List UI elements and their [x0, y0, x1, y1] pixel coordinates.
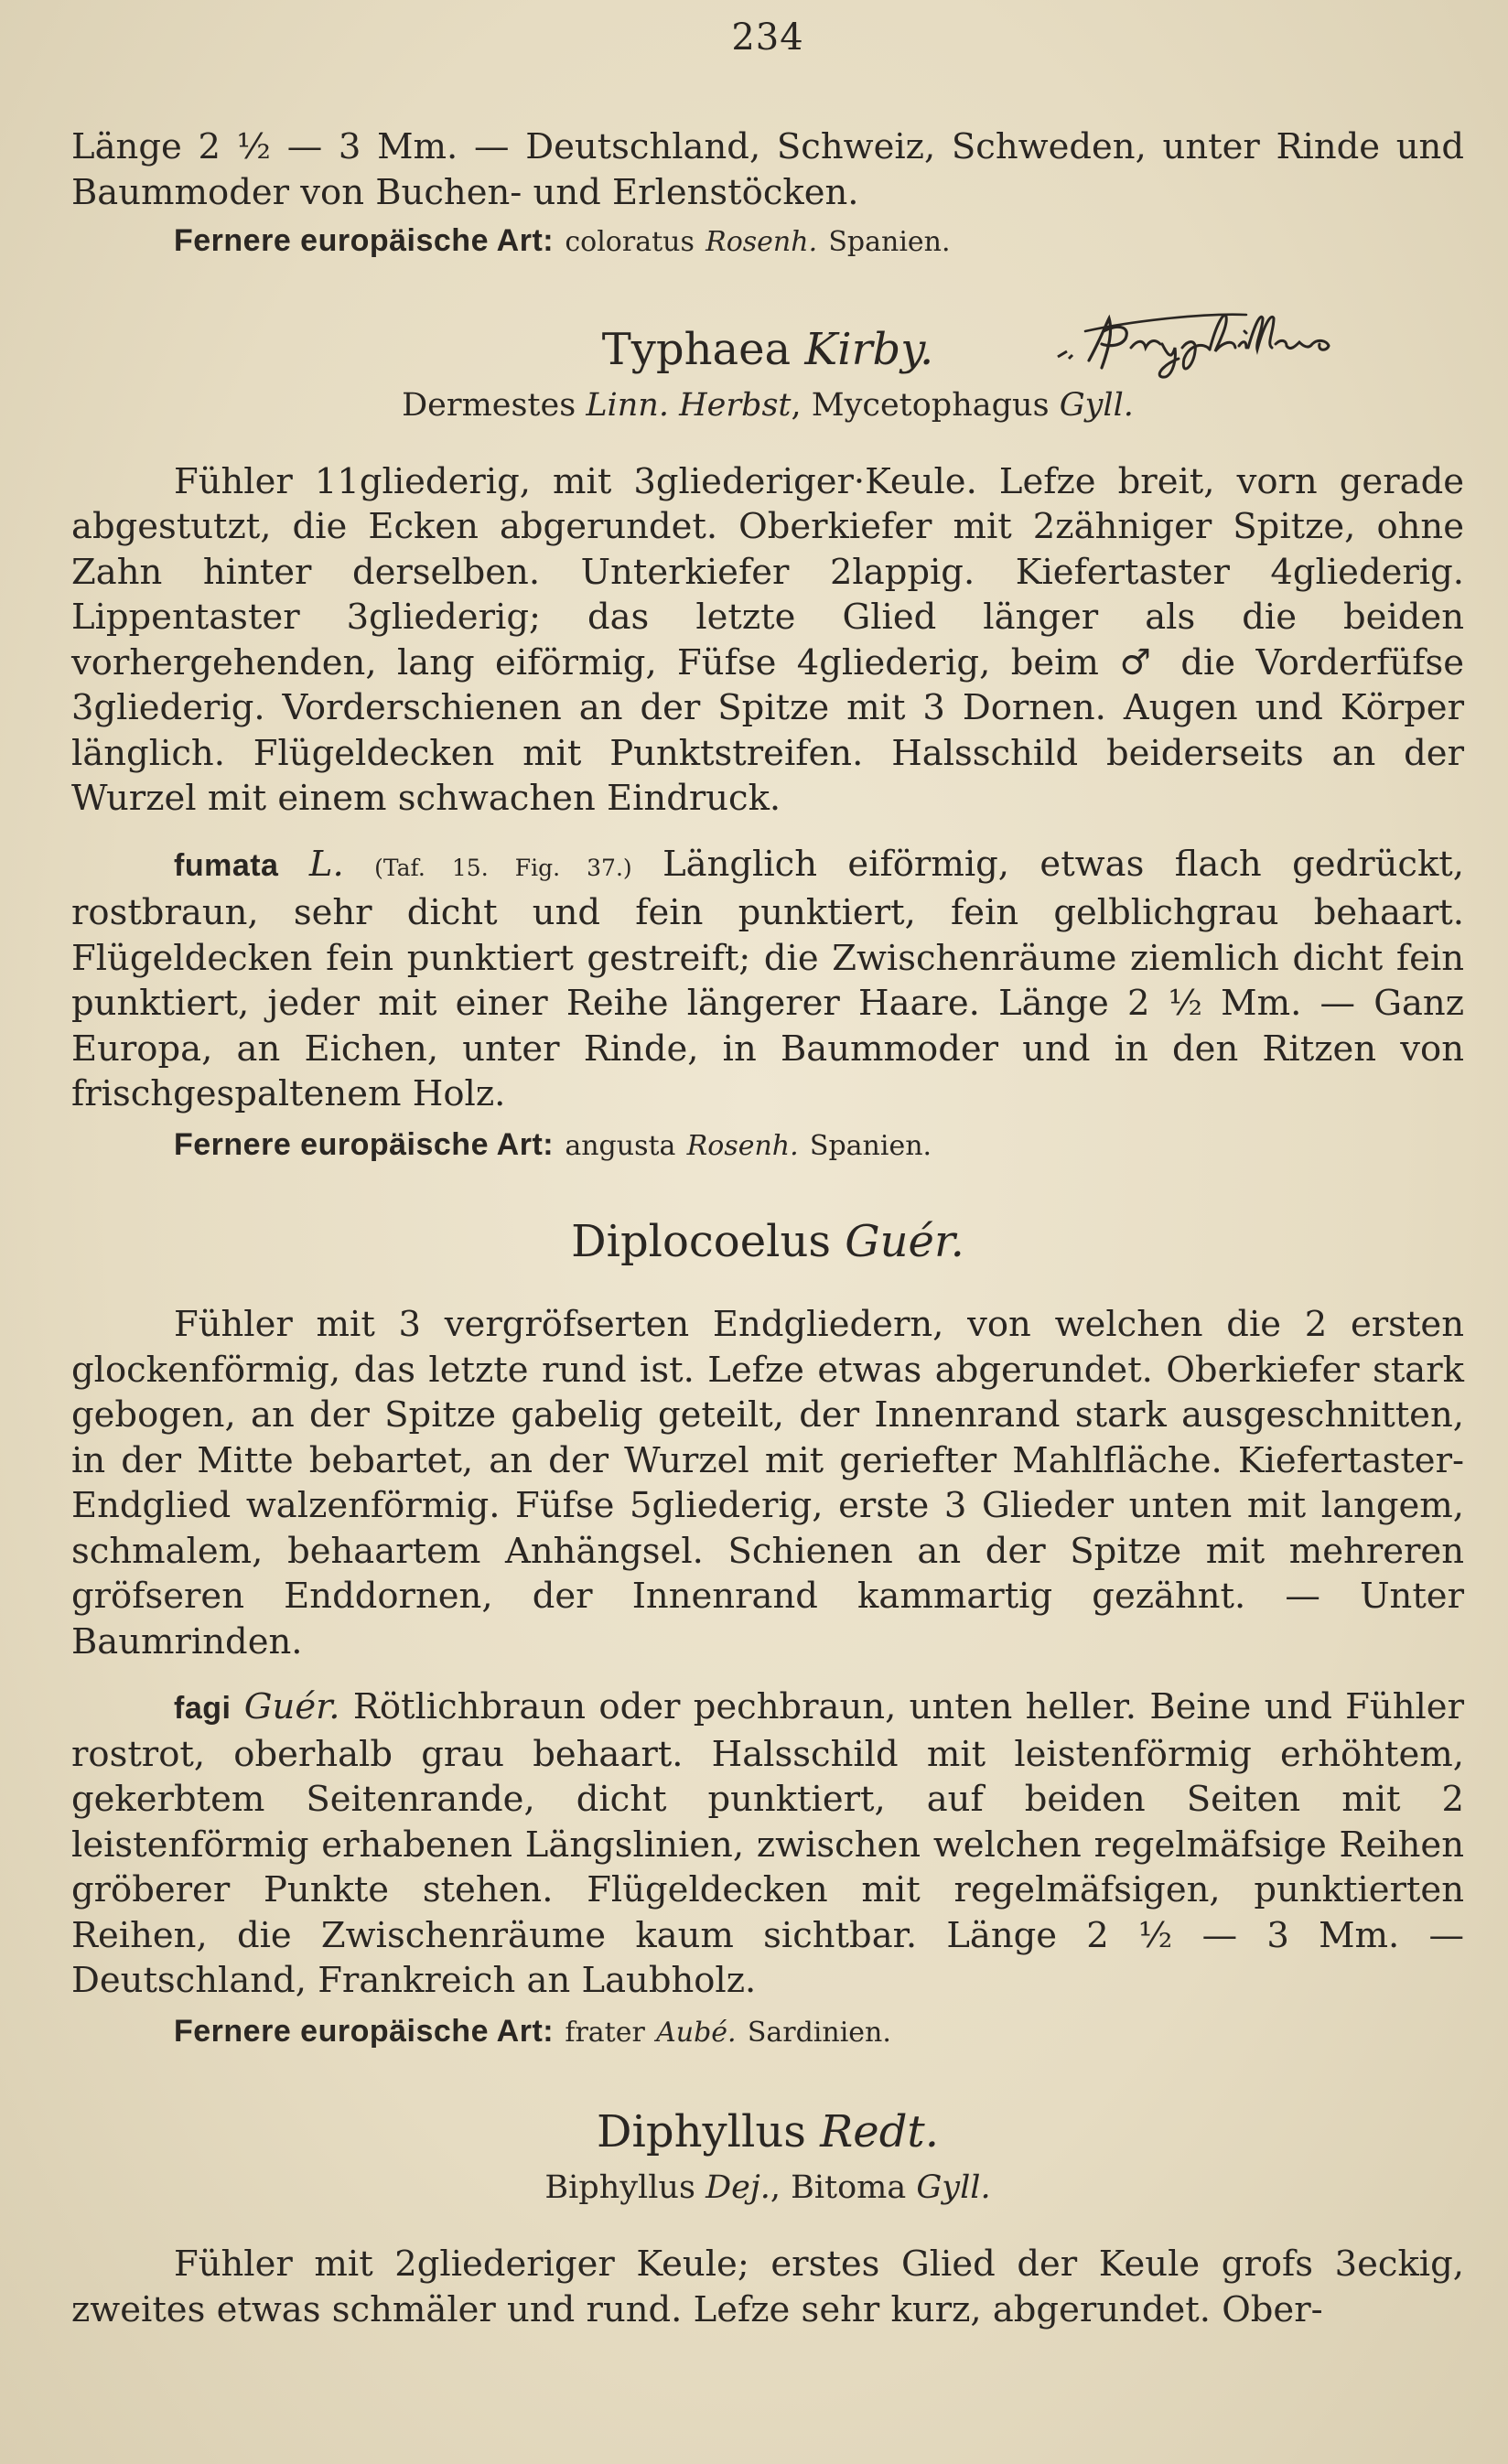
- genus-description: Fühler mit 2gliederiger Keule; erstes Glied der Keule grofs 3eckig, zweites etwas schmäler und rund. Lefze sehr kurz, abgerundet. Ober-: [71, 2243, 1464, 2330]
- other-species-diplocoelus: [71, 2007, 1464, 2056]
- synonym-author: Linn. Herbst: [586, 386, 792, 424]
- species-description: Länglich eiförmig, etwas flach gedrückt, rostbraun, sehr dicht und fein punktiert, fein gelblichgrau behaart. Flügeldecken fein punktiert gestreift; die Zwischenräume ziemlich dicht fein punktiert, jeder mit einer Reihe längerer Haare. Länge 2 ½ Mm. — Ganz Europa, an Eichen, unter Rinde, in Baummoder und in den Ritzen von frischgespaltenem Holz.: [71, 843, 1464, 1114]
- other-species-name: angusta: [565, 1129, 676, 1162]
- page-number: 234: [731, 16, 804, 59]
- other-species-name: frater: [565, 2016, 645, 2049]
- intro-other-species: [71, 217, 1464, 265]
- plate-reference: (Taf. 15. Fig. 37.): [374, 854, 632, 881]
- species-description: Rötlichbraun oder pechbraun, unten heller. Beine und Fühler rostrot, oberhalb grau behaart. Halsschild mit leistenförmig erhöhtem, gekerbtem Seitenrande, dicht punktiert, auf beiden Seiten mit 2 leistenförmig erhabenen Längslinien, zwischen welchen regelmäfsige Reihen gröberer Punkte stehen. Flügeldecken mit regelmäfsigen, punktierten Reihen, die Zwischenräume kaum sichtbar. Länge 2 ½ — 3 Mm. — Deutschland, Frankreich an Laubholz.: [71, 1686, 1464, 2001]
- other-species-region: Spanien.: [809, 1129, 932, 1162]
- synonym-genus: Mycetophagus: [811, 386, 1050, 424]
- other-species-region: Sardinien.: [747, 2016, 891, 2049]
- species-author: L.: [308, 843, 344, 885]
- synonym-genus: Bitoma: [791, 2169, 907, 2206]
- genus-description: Fühler 11gliederig, mit 3gliederiger·Keule. Lefze breit, vorn gerade abgestutzt, die Ecken abgerundet. Oberkiefer mit 2zähniger Spitze, ohne Zahn hinter derselben. Unterkiefer 2lappig. Kiefertaster 4gliederig. Lippentaster 3gliederig; das letzte Glied länger als die beiden vorhergehenden, lang eiförmig, Füfse 4gliederig, beim ♂ die Vorderfüfse 3gliederig. Vorderschienen an der Spitze mit 3 Dornen. Augen und Körper länglich. Flügeldecken mit Punktstreifen. Halsschild beiderseits an der Wurzel mit einem schwachen Eindruck.: [71, 460, 1464, 819]
- synonym-author: Gyll.: [916, 2169, 991, 2206]
- genus-heading-typhaea: [71, 322, 1464, 377]
- synonyms-typhaea: Dermestes Linn. Herbst, Mycetophagus Gyll.: [402, 386, 1134, 424]
- other-species-author: Aubé.: [656, 2016, 737, 2049]
- species-entry-fagi: [71, 1684, 1464, 2004]
- species-entry-fumata: [71, 842, 1464, 1117]
- other-species-typhaea: [71, 1121, 1464, 1169]
- other-species-label: Fernere europäische Art:: [174, 223, 555, 258]
- genus-description: Fühler mit 3 vergröfserten Endgliedern, von welchen die 2 ersten glockenförmig, das letzte rund ist. Lefze etwas abgerundet. Oberkiefer stark gebogen, an der Spitze gabelig geteilt, der Innenrand stark ausgeschnitten, in der Mitte bebartet, an der Wurzel mit geriefter Mahlfläche. Kiefertaster-Endglied walzenförmig. Füfse 5gliederig, erste 3 Glieder unten mit langem, schmalem, behaartem Anhängsel. Schienen an der Spitze mit mehreren gröfseren Enddornen, der Innenrand kammartig gezähnt. — Unter Baumrinden.: [71, 1304, 1464, 1662]
- section-diplocoelus: [71, 1214, 1464, 2055]
- genus-author: Guér.: [845, 1216, 964, 1267]
- other-species-author: Rosenh.: [706, 226, 818, 258]
- genus-heading-diplocoelus: [71, 1214, 1464, 1269]
- section-diphyllus: [71, 2104, 1464, 2332]
- other-species-author: Rosenh.: [686, 1129, 799, 1162]
- species-name: fumata: [174, 847, 279, 883]
- other-species-name: coloratus: [565, 226, 695, 258]
- book-page: [71, 0, 1464, 2464]
- genus-name: Typhaea: [601, 323, 792, 375]
- handwritten-note: [1052, 304, 1354, 382]
- genus-author: Redt.: [820, 2106, 939, 2157]
- synonym-genus: Biphyllus: [544, 2169, 695, 2206]
- genus-author: Kirby.: [804, 323, 934, 375]
- species-name: fagi: [174, 1691, 232, 1726]
- synonyms-diphyllus: Biphyllus Dej., Bitoma Gyll.: [544, 2169, 991, 2206]
- genus-name: Diplocoelus: [571, 1216, 832, 1267]
- other-species-region: Spanien.: [828, 226, 951, 258]
- synonym-author: Dej.: [706, 2169, 770, 2206]
- genus-name: Diphyllus: [597, 2106, 806, 2157]
- other-species-label: Fernere europäische Art:: [174, 1126, 555, 1162]
- synonym-genus: Dermestes: [402, 386, 576, 424]
- intro-paragraph: Länge 2 ½ — 3 Mm. — Deutschland, Schweiz, Schweden, unter Rinde und Baummoder von Buchen- und Erlenstöcken.: [71, 126, 1464, 213]
- synonym-author: Gyll.: [1059, 386, 1134, 424]
- other-species-label: Fernere europäische Art:: [174, 2013, 555, 2049]
- section-typhaea: [71, 322, 1464, 1169]
- page-body: [71, 124, 1464, 2332]
- species-author: Guér.: [243, 1686, 340, 1727]
- handwritten-annotation-icon: [1052, 304, 1354, 382]
- genus-heading-diphyllus: [71, 2104, 1464, 2159]
